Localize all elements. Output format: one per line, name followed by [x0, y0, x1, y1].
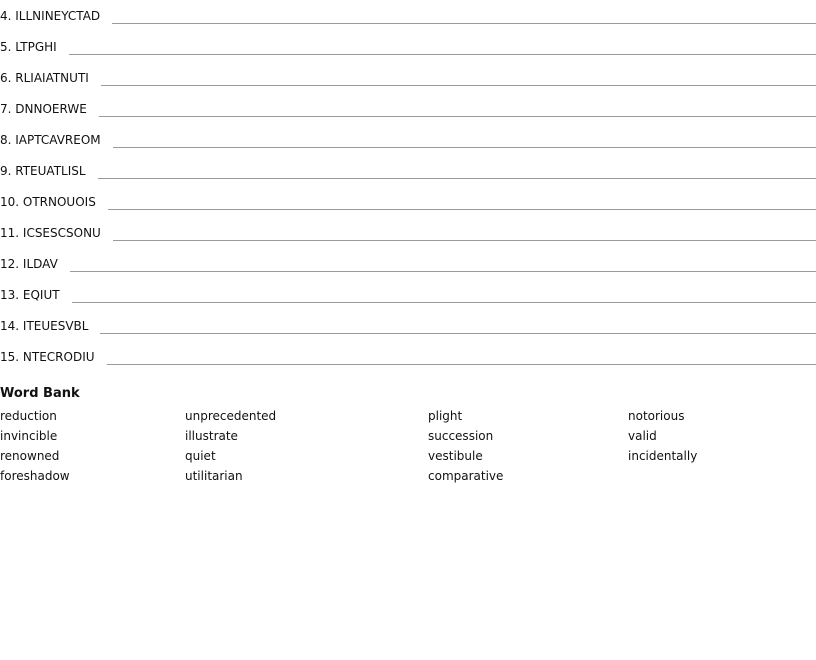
word-bank-word: quiet — [185, 449, 216, 463]
problem-row — [0, 24, 816, 55]
word-bank-word: valid — [628, 429, 657, 443]
answer-line[interactable] — [69, 54, 816, 55]
answer-line[interactable] — [101, 85, 816, 86]
answer-line[interactable] — [100, 333, 816, 334]
word-bank-word: comparative — [428, 469, 504, 483]
problem-prompt: 10. OTRNOUOIS — [0, 195, 96, 209]
problem-prompt: 4. ILLNINEYCTAD — [0, 9, 101, 23]
word-bank-word: notorious — [628, 409, 685, 423]
problem-row — [0, 179, 816, 210]
problem-prompt: 5. LTPGHI — [0, 40, 57, 54]
word-bank-column — [185, 406, 276, 486]
answer-line[interactable] — [113, 240, 816, 241]
word-bank-word: plight — [428, 409, 463, 423]
word-bank-word: utilitarian — [185, 469, 243, 483]
word-bank-column — [428, 406, 503, 486]
word-bank-word: renowned — [0, 449, 60, 463]
problem-prompt: 13. EQIUT — [0, 288, 60, 302]
word-bank-word: illustrate — [185, 429, 238, 443]
problem-prompt: 8. IAPTCAVREOM — [0, 133, 101, 147]
problem-row — [0, 86, 816, 117]
problem-prompt: 6. RLIAIATNUTI — [0, 71, 89, 85]
answer-line[interactable] — [72, 302, 816, 303]
problem-row — [0, 148, 816, 179]
answer-line[interactable] — [108, 209, 816, 210]
problem-row — [0, 272, 816, 303]
word-bank-word: reduction — [0, 409, 57, 423]
answer-line[interactable] — [99, 116, 816, 117]
problem-prompt: 9. RTEUATLISL — [0, 164, 86, 178]
problem-row — [0, 0, 816, 24]
problem-prompt: 15. NTECRODIU — [0, 350, 95, 364]
word-bank-word: unprecedented — [185, 409, 277, 423]
answer-line[interactable] — [113, 147, 816, 148]
word-bank-word: foreshadow — [0, 469, 70, 483]
word-bank-word: incidentally — [628, 449, 698, 463]
word-bank-word: invincible — [0, 429, 58, 443]
problem-prompt: 11. ICSESCSONU — [0, 226, 101, 240]
answer-line[interactable] — [112, 23, 816, 24]
answer-line[interactable] — [70, 271, 816, 272]
answer-line[interactable] — [107, 364, 816, 365]
answer-line[interactable] — [98, 178, 816, 179]
problem-row — [0, 334, 816, 365]
problem-row — [0, 55, 816, 86]
problem-row — [0, 303, 816, 334]
word-bank-word: vestibule — [428, 449, 483, 463]
problem-row — [0, 210, 816, 241]
problem-row — [0, 117, 816, 148]
word-bank-word: succession — [428, 429, 494, 443]
problem-row — [0, 241, 816, 272]
word-bank-title: Word Bank — [0, 386, 80, 401]
problem-prompt: 7. DNNOERWE — [0, 102, 87, 116]
word-bank-column — [0, 406, 70, 486]
word-bank-column — [628, 406, 697, 466]
problem-prompt: 12. ILDAV — [0, 257, 58, 271]
word-bank — [0, 386, 816, 483]
problem-prompt: 14. ITEUESVBL — [0, 319, 89, 333]
